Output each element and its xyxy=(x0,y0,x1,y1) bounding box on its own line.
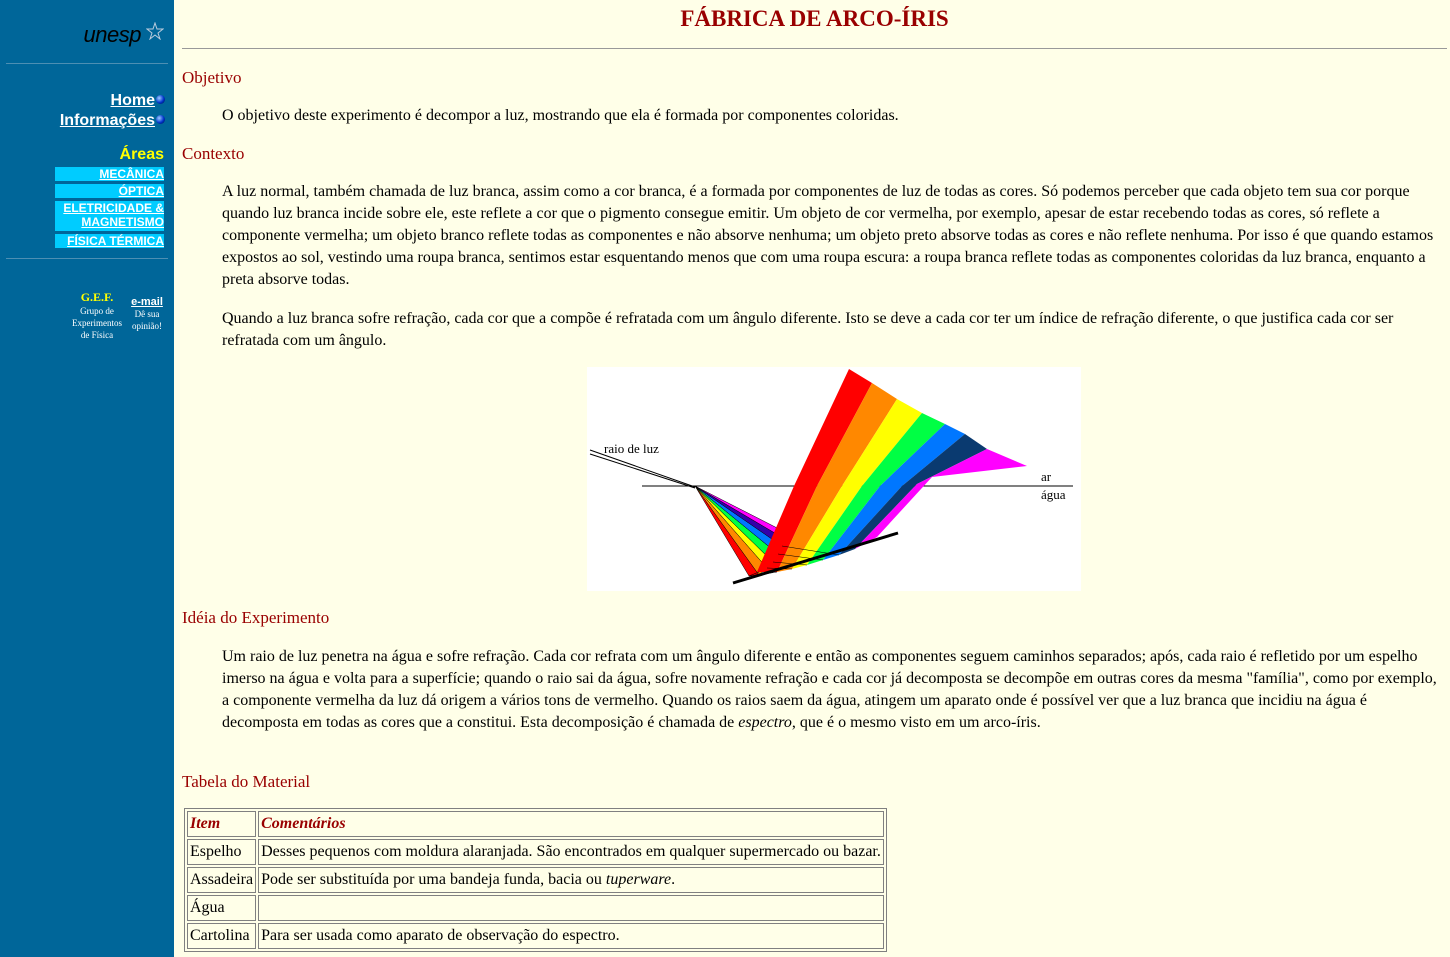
header-comentarios: Comentários xyxy=(258,811,884,837)
ideia-text-b: , que é o mesmo visto em um arco-íris. xyxy=(791,714,1041,731)
cell-comment: Desses pequenos com moldura alaranjada. São encontrados em qualquer supermercado ou bazar. xyxy=(258,839,884,865)
sidebar xyxy=(0,0,174,957)
table-row xyxy=(187,867,884,893)
main-content xyxy=(182,0,1447,957)
ideia-text-em: espectro xyxy=(738,714,792,731)
nav-info-label: Informações xyxy=(59,112,155,129)
email-sub-2: opinião! xyxy=(132,321,162,331)
table-row xyxy=(187,839,884,865)
gef-title: G.E.F. xyxy=(80,290,114,304)
gef-logo[interactable] xyxy=(66,290,128,341)
paragraph-ideia xyxy=(222,646,1447,734)
ideia-text-a: Um raio de luz penetra na água e sofre refração. Cada cor refrata com um ângulo diferente e então as componentes seguem caminhos separados; após, cada raio é refletido por um espelho imerso na água e volta para a superfície; quando o raio sai da água, sofre novamente refração e cada cor já decomposta se decompõe em outras cores da mesma "família", como por exemplo, a componente vermelha da luz dá origem a vários tons de vermelho. Quando os raios saem da água, atingem um aparato onde é possível ver que a luz branca que incidiu na água é decomposta em todas as cores que a constitui. Esta decomposição é chamada de xyxy=(222,648,1437,731)
table-header-row xyxy=(187,811,884,837)
nav-informacoes[interactable] xyxy=(60,112,165,130)
email-sub-1: Dê sua xyxy=(134,309,160,319)
sidebar-divider xyxy=(6,63,168,64)
cell-comment: Para ser usada como aparato de observação do espectro. xyxy=(258,923,884,949)
cell-comment-em: tuperware xyxy=(605,871,672,888)
sidebar-divider xyxy=(6,258,168,259)
bullet-icon xyxy=(156,95,165,104)
email-link[interactable]: e-mail xyxy=(131,296,163,308)
rainbow-diagram xyxy=(587,367,1081,591)
heading-objetivo: Objetivo xyxy=(182,68,242,87)
nav-home[interactable] xyxy=(111,92,165,110)
gef-sub-3: de Física xyxy=(80,330,114,340)
paragraph-contexto-1: A luz normal, também chamada de luz branca, assim como a cor branca, é a formada por componentes de luz de todas as cores. Só podemos perceber que cada objeto tem sua cor porque quando luz branca incide sobre ele, este reflete a cor que o pigmento consegue emitir. Um objeto de cor vermelha, por exemplo, apesar de estar recebendo todas as cores, só reflete a componente vermelha; um objeto branco reflete todas as componentes e não absorve nenhuma; um objeto preto absorve todas as cores e não reflete nenhuma. Por isso é que quando estamos expostos ao sol, vestindo uma roupa branca, sentimos estar esquentando menos que com uma roupa escura: a roupa branca reflete todas as componentes coloridas da luz branca, enquanto a preta absorve todas. xyxy=(222,183,1434,288)
table-row xyxy=(187,895,884,921)
area-eletricidade-line1: ELETRICIDADE & xyxy=(63,201,164,215)
cell-comment xyxy=(258,895,884,921)
cell-item: Assadeira xyxy=(187,867,256,893)
cell-comment xyxy=(258,867,884,893)
star-logo-icon xyxy=(146,22,164,40)
areas-title: Áreas xyxy=(119,146,164,163)
heading-ideia: Idéia do Experimento xyxy=(182,608,330,627)
cell-item: Espelho xyxy=(187,839,256,865)
email-block xyxy=(129,296,165,332)
area-eletricidade-magnetismo[interactable] xyxy=(55,201,164,231)
gef-sub-1: Grupo de xyxy=(80,306,114,316)
area-fisica-termica[interactable]: FÍSICA TÉRMICA xyxy=(55,234,164,248)
cell-comment-text: Pode ser substituída por uma bandeja funda, bacia ou xyxy=(261,871,606,888)
heading-tabela: Tabela do Material xyxy=(182,772,311,791)
cell-item: Cartolina xyxy=(187,923,256,949)
exit-rainbow xyxy=(757,369,1027,572)
unesp-logo[interactable] xyxy=(84,22,164,48)
nav-home-label: Home xyxy=(110,92,155,109)
area-optica[interactable]: ÓPTICA xyxy=(55,184,164,198)
heading-contexto: Contexto xyxy=(182,144,245,163)
area-mecanica[interactable]: MECÂNICA xyxy=(55,167,164,181)
page-title: FÁBRICA DE ARCO-ÍRIS xyxy=(680,6,949,31)
bullet-icon xyxy=(156,115,165,124)
ray-label: raio de luz xyxy=(604,441,659,456)
cell-comment-tail: . xyxy=(671,871,676,888)
logo-text: unesp xyxy=(83,22,141,47)
water-label: água xyxy=(1041,487,1066,502)
header-item: Item xyxy=(187,811,256,837)
paragraph-objetivo: O objetivo deste experimento é decompor a luz, mostrando que ela é formada por componentes coloridas. xyxy=(222,107,899,124)
title-divider xyxy=(182,48,1447,49)
material-table xyxy=(184,808,887,952)
area-eletricidade-line2: MAGNETISMO xyxy=(81,215,164,229)
table-row xyxy=(187,923,884,949)
cell-item: Água xyxy=(187,895,256,921)
paragraph-contexto-2: Quando a luz branca sofre refração, cada cor que a compõe é refratada com um ângulo diferente. Isto se deve a cada cor ter um índice de refração diferente, o que justifica cada cor ser refratada com um ângulo. xyxy=(222,310,1394,349)
gef-sub-2: Experimentos xyxy=(72,318,122,328)
air-label: ar xyxy=(1041,469,1052,484)
